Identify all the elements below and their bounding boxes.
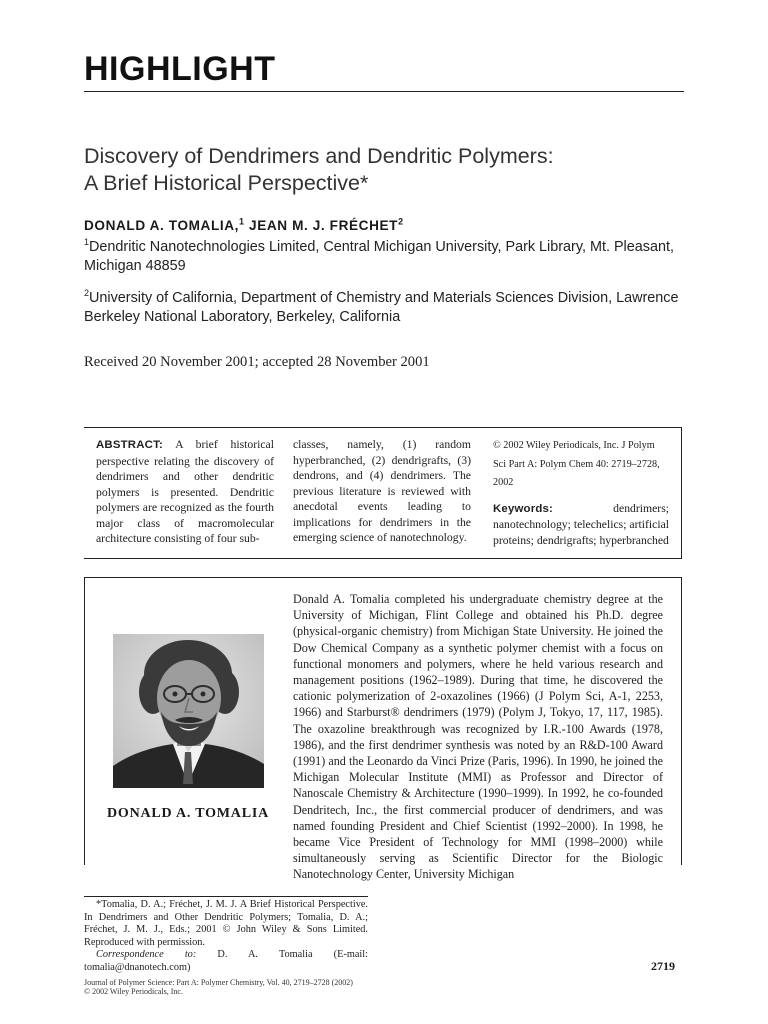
correspondence-label: Correspondence to: bbox=[96, 949, 197, 960]
footnote-rule bbox=[84, 896, 368, 897]
author-1-sup: 1 bbox=[239, 216, 245, 227]
abstract-label: ABSTRACT: bbox=[96, 439, 163, 451]
author-1: DONALD A. TOMALIA, bbox=[84, 218, 240, 233]
correspondence bbox=[84, 949, 368, 974]
abstract-text-1: A brief historical perspective relating the discovery of dendrimers and other dendritic polymers is presented. Dendritic polymers are recognized as the fourth major class of macromolecular architecture consisting of four sub- bbox=[96, 438, 274, 545]
abstract-column-3 bbox=[493, 437, 669, 548]
abstract-column-1 bbox=[96, 437, 274, 547]
footnote bbox=[84, 899, 368, 974]
page-number: 2719 bbox=[651, 959, 675, 973]
abstract-column-2: classes, namely, (1) random hyperbranched, (2) dendrigrafts, (3) dendrons, and (4) dendrimers. The previous literature is reviewed with anecdotal events leading to implications for dendrimers in the emerging science of nanotechnology. bbox=[293, 438, 471, 544]
title-line-2: A Brief Historical Perspective* bbox=[84, 171, 369, 195]
bio-text: Donald A. Tomalia completed his undergraduate chemistry degree at the University of Michigan, Flint College and obtained his Ph.D. degree (physical-organic chemistry) from Michigan State University. He joined the Dow Chemical Company as a synthetic polymer chemist with a focus on functional monomers and polymers, where he held various research and management positions (1962–1989). During that time, he discovered the cationic polymerization of 2-oxazolines (1966) (J Polym Sci, A-1, 2253, 1966) and Starburst® dendrimers (1979) (Polym J, Tokyo, 17, 117, 1985). The oxazoline breakthrough was recognized by I.R.-100 Awards (1978, 1986), and the first dendrimer synthesis was noted by an R&D-100 Award (1991) and the Leonardo da Vinci Prize (Paris, 1996). In 1990, he joined the Michigan Molecular Institute (MMI) as Professor and Director of Nanoscale Chemistry & Architecture (1990–1999). In 1992, he co-founded Dendritech, Inc., the first commercial producer of dendrimers, and was named founding President and Chief Scientist (1992–2000). In 1998, he became Vice President of Technology for MMI (1998–2000) while simultaneously serving as Scientific Director for the Biologic Nanotechnology Center, University Michigan bbox=[293, 592, 663, 882]
aff-2-text: University of California, Department of Chemistry and Materials Sciences Division, Lawrence Berkeley National Laboratory, Berkeley, California bbox=[84, 290, 679, 325]
article-title bbox=[84, 143, 554, 197]
aff-1-text: Dendritic Nanotechnologies Limited, Central Michigan University, Park Library, Mt. Pleasant, Michigan 48859 bbox=[84, 239, 674, 274]
correspondence-text: D. A. Tomalia (E-mail: tomalia@dnanotech.com) bbox=[84, 949, 368, 973]
keywords-label: Keywords: bbox=[493, 502, 554, 515]
journal-line-1: Journal of Polymer Science: Part A: Polymer Chemistry, Vol. 40, 2719–2728 (2002) bbox=[84, 978, 353, 987]
aff-2-sup: 2 bbox=[84, 288, 90, 299]
affiliation-2 bbox=[84, 289, 684, 327]
portrait-image bbox=[113, 634, 264, 788]
author-list bbox=[84, 218, 404, 233]
copyright-line: © 2002 Wiley Periodicals, Inc. J Polym Sci Part A: Polym Chem 40: 2719–2728, 2002 bbox=[493, 440, 660, 488]
keywords bbox=[493, 501, 669, 549]
title-line-1: Discovery of Dendrimers and Dendritic Polymers: bbox=[84, 144, 554, 168]
journal-info bbox=[84, 978, 384, 997]
author-2: JEAN M. J. FRÉCHET bbox=[249, 218, 399, 233]
header-rule bbox=[84, 91, 684, 92]
footnote-citation: *Tomalia, D. A.; Fréchet, J. M. J. A Brief Historical Perspective. In Dendrimers and Other Dendritic Polymers; Tomalia, D. A.; Fréchet, J. M. J., Eds.; 2001 © John Wiley & Sons Limited. Reproduced with permission. bbox=[84, 899, 368, 948]
received-dates: Received 20 November 2001; accepted 28 November 2001 bbox=[84, 354, 430, 370]
journal-line-2: © 2002 Wiley Periodicals, Inc. bbox=[84, 987, 183, 997]
aff-1-sup: 1 bbox=[84, 237, 90, 248]
bio-author-name: DONALD A. TOMALIA bbox=[106, 806, 270, 821]
author-2-sup: 2 bbox=[398, 216, 404, 227]
author-photo bbox=[113, 634, 264, 788]
keywords-text: dendrimers; nanotechnology; telechelics; artificial proteins; dendrigrafts; hyperbranched bbox=[493, 501, 669, 547]
section-heading: HIGHLIGHT bbox=[84, 50, 276, 88]
affiliation-1 bbox=[84, 238, 684, 276]
